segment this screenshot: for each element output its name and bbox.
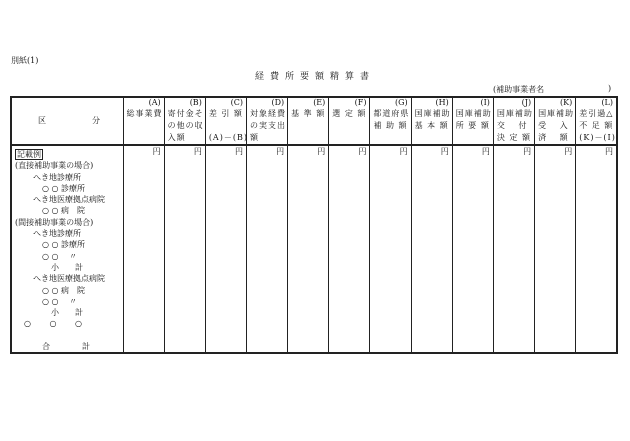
column-body-5	[329, 145, 370, 353]
operator-label: (補助事業者名	[493, 85, 545, 94]
column-label-line: 差 引 額	[208, 109, 243, 118]
column-header-11	[576, 97, 617, 145]
column-label-line	[206, 120, 246, 132]
division-header-char-2: 分	[92, 116, 100, 125]
column-header-8	[452, 97, 493, 145]
column-body-2	[205, 145, 246, 353]
column-letter: (D)	[271, 98, 285, 107]
column-label-line: の他の収	[167, 121, 204, 130]
column-label-line: 国庫補助	[538, 109, 575, 118]
division-item-text: へき地診療所	[33, 172, 81, 182]
column-body-3	[246, 145, 287, 353]
division-item-text: ○ ○ ○	[24, 319, 83, 329]
column-letter: (J)	[521, 98, 532, 107]
unit-label: 円	[317, 147, 326, 156]
column-header-5	[329, 97, 370, 145]
column-letter: (C)	[230, 98, 243, 107]
division-item	[15, 160, 123, 171]
division-item-text: 小 計	[51, 308, 83, 318]
column-label-line: 基 準 額	[291, 109, 326, 118]
column-letter: (K)	[560, 98, 573, 107]
unit-label: 円	[234, 147, 243, 156]
column-label-line: 対象経費	[249, 109, 286, 118]
division-item	[15, 228, 123, 239]
division-item	[15, 273, 123, 284]
column-body-4	[288, 145, 329, 353]
division-item	[15, 341, 123, 352]
example-label: 記載例	[17, 150, 41, 159]
unit-label: 円	[481, 147, 490, 156]
column-label-line: 補 助 額	[373, 121, 408, 130]
division-item	[15, 194, 123, 205]
unit-label: 円	[440, 147, 449, 156]
column-letter: (H)	[435, 98, 449, 107]
division-item-text: ○ ○ 診療所	[42, 240, 86, 250]
column-header-10	[535, 97, 576, 145]
division-item	[15, 330, 123, 341]
division-item	[15, 262, 123, 273]
unit-label: 円	[399, 147, 408, 156]
column-label-line: (K)－(I)	[579, 133, 616, 142]
column-label-line: 基 本 額	[414, 121, 449, 130]
division-item	[15, 172, 123, 183]
column-label-line: 総事業費	[126, 109, 163, 118]
division-header-cell	[11, 97, 123, 145]
column-label-line: 所 要 額	[455, 121, 490, 130]
column-header-3	[246, 97, 287, 145]
column-header-0	[123, 97, 164, 145]
division-item	[15, 183, 123, 194]
column-label-line: 寄付金そ	[167, 109, 204, 118]
column-body-7	[411, 145, 452, 353]
division-header-char-1: 区	[38, 116, 46, 125]
division-item	[15, 239, 123, 250]
body-row	[11, 145, 617, 353]
settlement-table	[10, 96, 618, 354]
unit-label: 円	[276, 147, 285, 156]
column-label-line: 不 足 額	[579, 121, 614, 130]
column-label-line: 都道府県	[373, 109, 410, 118]
division-body-cell	[11, 145, 123, 353]
division-item	[15, 318, 123, 329]
column-body-11	[576, 145, 617, 353]
column-label-line: 済 額	[538, 133, 569, 142]
column-header-4	[288, 97, 329, 145]
header-row	[11, 97, 617, 145]
column-letter: (E)	[313, 98, 326, 107]
division-item	[15, 307, 123, 318]
division-item-text: ○ ○ 〃	[42, 296, 78, 306]
division-item	[15, 205, 123, 216]
division-item-text: へき地診療所	[33, 229, 81, 239]
unit-label: 円	[523, 147, 532, 156]
column-header-2	[205, 97, 246, 145]
division-item	[15, 285, 123, 296]
column-label-line: の実支出	[249, 121, 286, 130]
column-body-9	[493, 145, 534, 353]
division-item-text: 合 計	[42, 342, 90, 352]
column-label-line: (A)－(B)	[208, 133, 248, 142]
column-label-line: 国庫補助	[455, 109, 492, 118]
division-item-text: ○ ○ 〃	[42, 251, 78, 261]
division-item-text: ○ ○ 病 院	[42, 285, 86, 295]
column-body-8	[452, 145, 493, 353]
division-item-text: へき地医療拠点病院	[33, 274, 105, 284]
column-body-6	[370, 145, 411, 353]
column-header-6	[370, 97, 411, 145]
column-label-line: 受 入	[538, 121, 569, 130]
operator-name-field	[493, 84, 612, 95]
division-item-text: 小 計	[51, 262, 83, 272]
unit-label: 円	[152, 147, 161, 156]
column-header-9	[493, 97, 534, 145]
column-label-line: 決 定 額	[496, 133, 531, 142]
unit-label: 円	[564, 147, 573, 156]
column-label-line: 額	[249, 133, 259, 142]
attachment-label: 別紙(1)	[11, 56, 39, 65]
division-item	[15, 296, 123, 307]
operator-close-paren: )	[608, 84, 612, 93]
division-item	[15, 149, 123, 160]
column-letter: (A)	[148, 98, 161, 107]
column-header-1	[164, 97, 205, 145]
unit-label: 円	[193, 147, 202, 156]
column-body-0	[123, 145, 164, 353]
column-label-line: 選 定 額	[332, 109, 367, 118]
column-label-line: 国庫補助	[414, 109, 451, 118]
column-letter: (G)	[394, 98, 408, 107]
division-item-text: ○ ○ 病 院	[42, 206, 86, 216]
column-letter: (I)	[480, 98, 490, 107]
division-item-text: (間接補助事業の場合)	[15, 217, 94, 227]
column-body-10	[535, 145, 576, 353]
division-item-text: へき地医療拠点病院	[33, 195, 105, 205]
column-label-line: 国庫補助	[496, 109, 533, 118]
column-letter: (F)	[354, 98, 367, 107]
column-label-line: 交 付	[496, 121, 528, 130]
column-letter: (L)	[601, 98, 613, 107]
column-label-line: 差引過△	[579, 109, 614, 118]
division-item	[15, 217, 123, 228]
document-title: 経費所要額精算書	[254, 72, 375, 82]
unit-label: 円	[605, 147, 613, 156]
column-header-7	[411, 97, 452, 145]
division-item-list	[12, 146, 123, 352]
division-item-text: (直接補助事業の場合)	[15, 161, 94, 171]
column-label-line: 入額	[167, 133, 186, 142]
division-item	[15, 251, 123, 262]
column-letter: (B)	[189, 98, 202, 107]
column-body-1	[164, 145, 205, 353]
unit-label: 円	[358, 147, 367, 156]
division-item-text: ○ ○ 診療所	[42, 183, 86, 193]
